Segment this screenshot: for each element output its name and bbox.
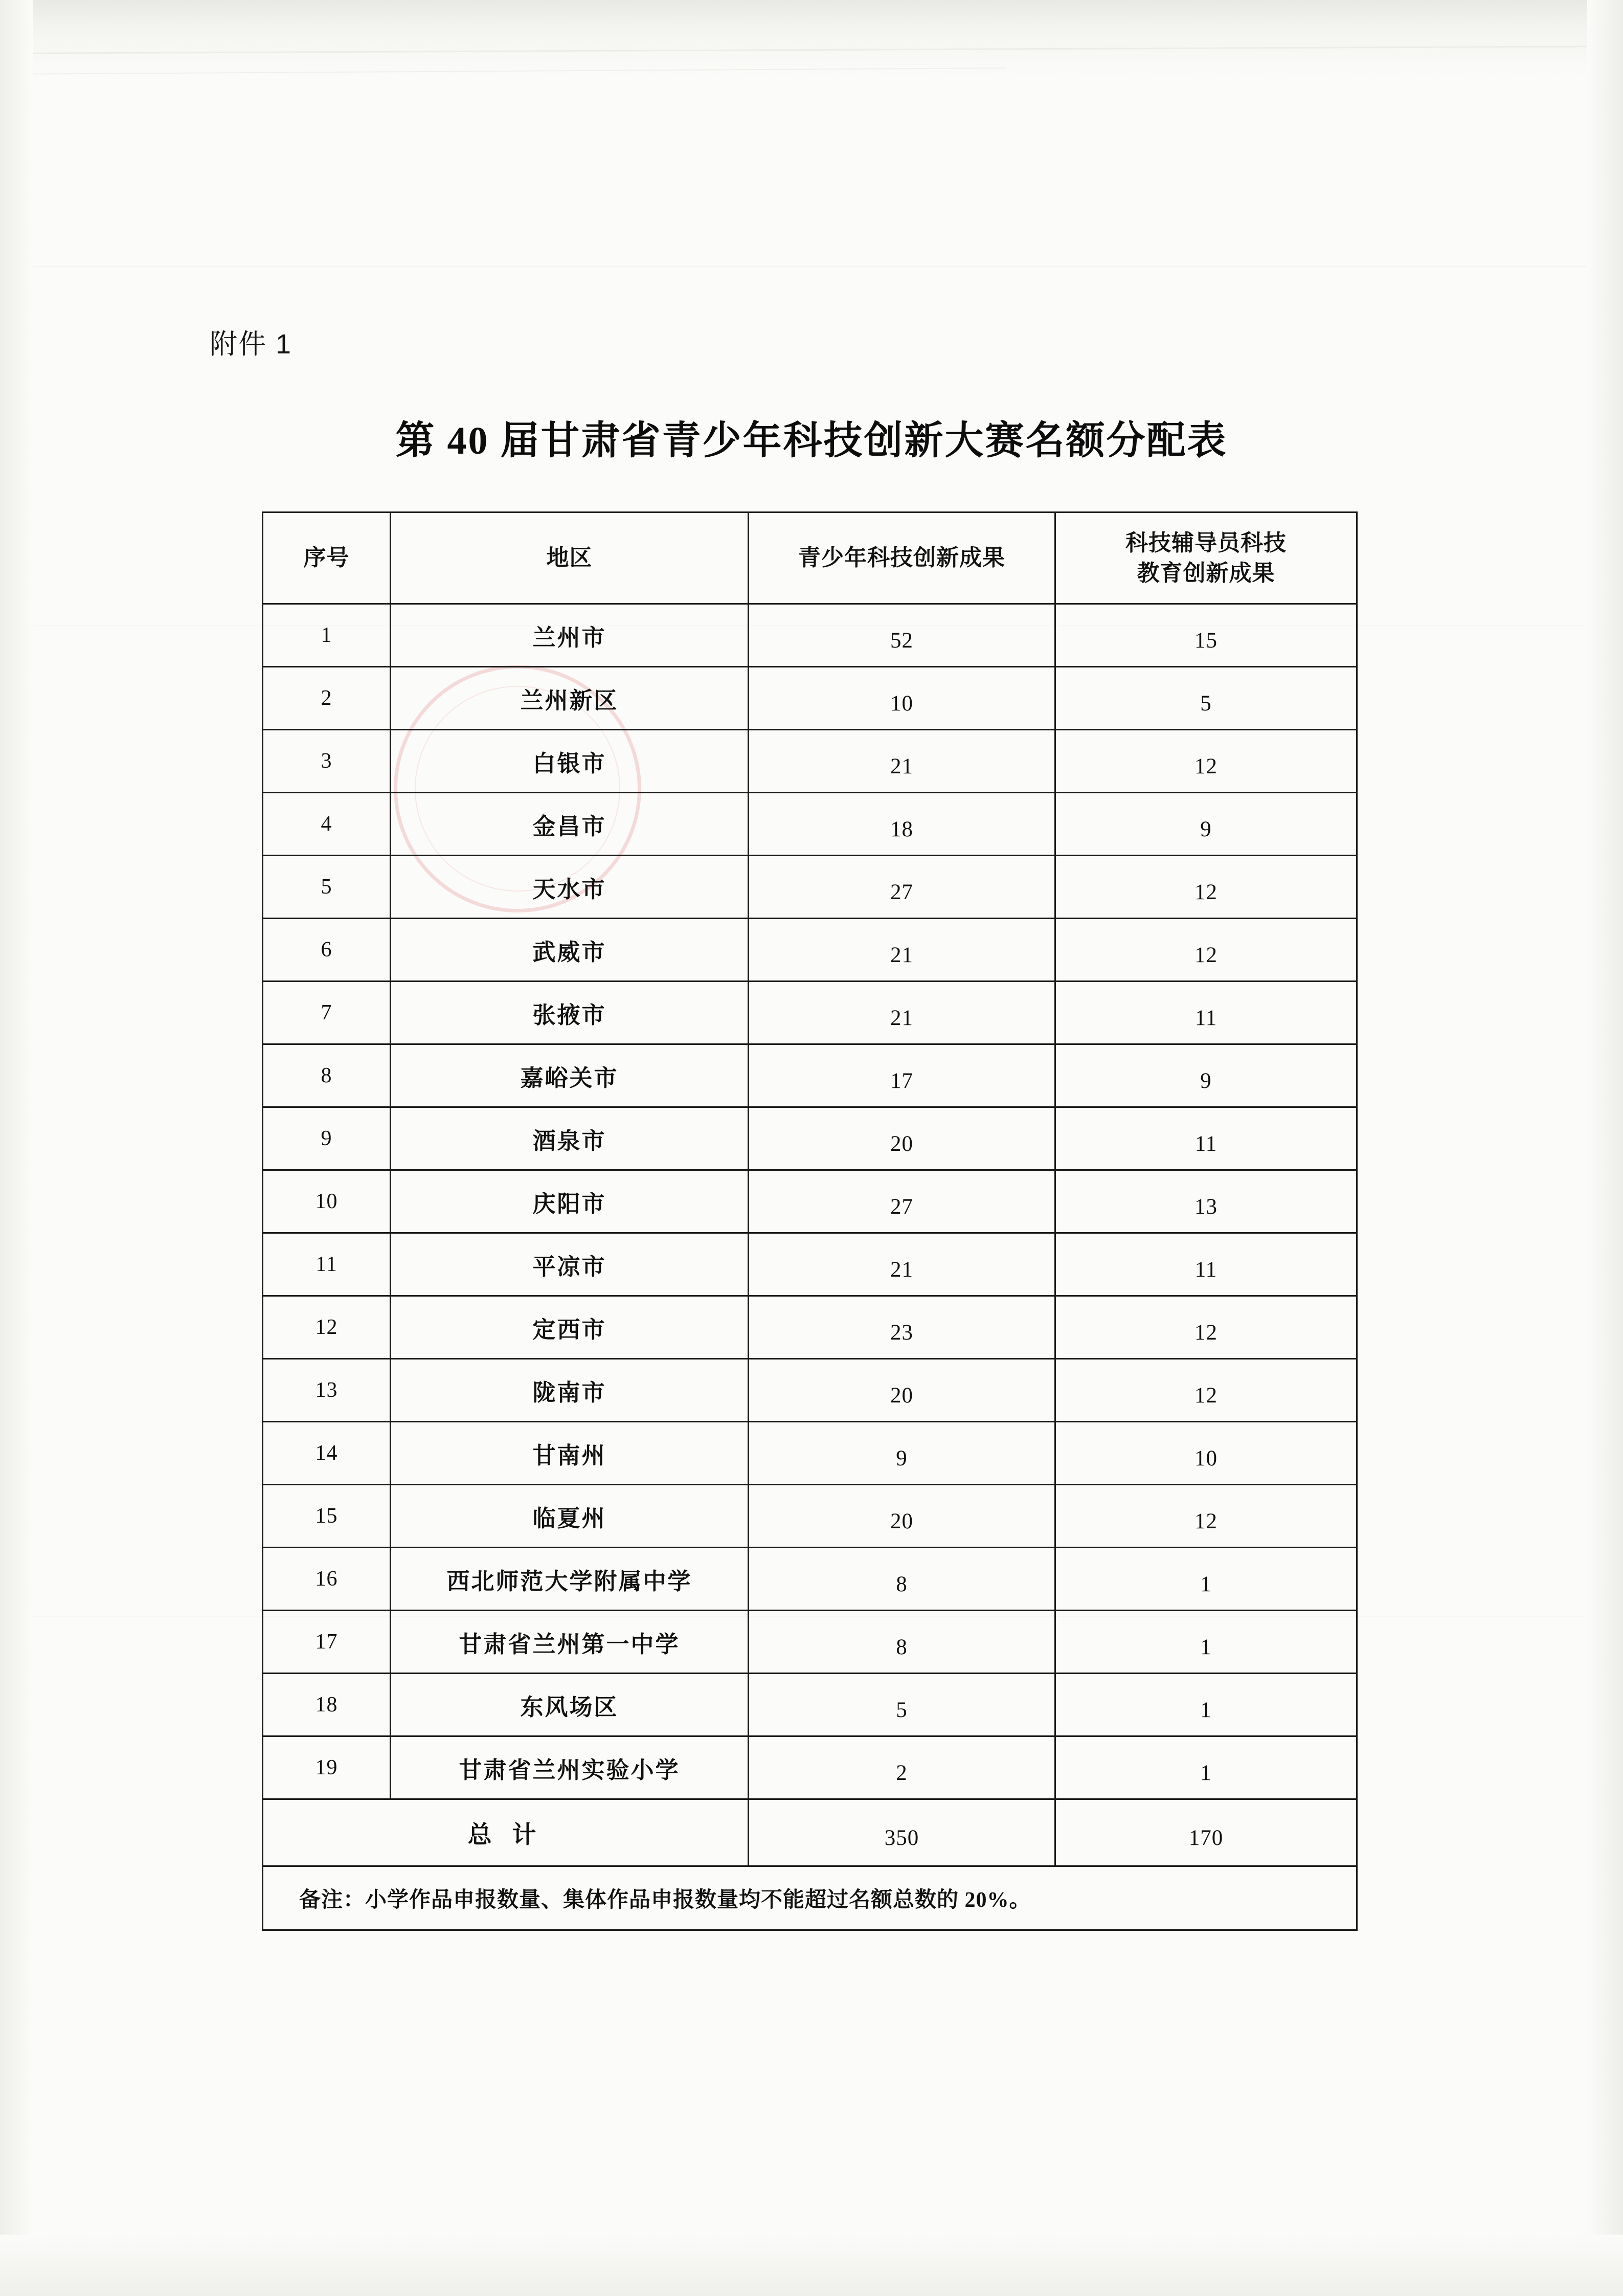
table-row — [263, 1736, 1357, 1799]
paper-crease — [0, 266, 1623, 267]
cell-seq: 4 — [263, 793, 391, 856]
cell-youth-quota: 21 — [749, 735, 1055, 798]
cell-region: 西北师范大学附属中学 — [391, 1548, 749, 1611]
cell-youth-quota: 20 — [749, 1490, 1055, 1553]
table-row — [263, 1233, 1357, 1296]
cell-seq: 3 — [263, 730, 391, 793]
cell-seq: 14 — [263, 1422, 391, 1485]
cell-seq: 15 — [263, 1485, 391, 1548]
cell-coach-quota: 9 — [1055, 798, 1357, 861]
cell-coach-quota: 1 — [1055, 1742, 1357, 1804]
cell-coach-quota: 12 — [1055, 861, 1357, 924]
table-row — [263, 919, 1357, 982]
table-row — [263, 793, 1357, 856]
cell-coach-quota: 9 — [1055, 1050, 1357, 1112]
cell-seq: 1 — [263, 604, 391, 667]
cell-coach-quota: 1 — [1055, 1679, 1357, 1742]
cell-coach-quota: 12 — [1055, 1301, 1357, 1364]
table-row — [263, 1548, 1357, 1611]
scan-edge-bottom — [0, 2235, 1623, 2296]
table-row — [263, 1359, 1357, 1422]
cell-coach-quota: 12 — [1055, 1490, 1357, 1553]
table-row — [263, 1170, 1357, 1233]
cell-coach-quota: 5 — [1055, 672, 1357, 735]
table-note-row — [263, 1866, 1357, 1930]
total-youth-quota: 350 — [749, 1804, 1055, 1871]
cell-youth-quota: 8 — [749, 1616, 1055, 1679]
table-row — [263, 1107, 1357, 1170]
cell-region: 武威市 — [391, 919, 749, 982]
table-row — [263, 982, 1357, 1044]
cell-seq: 19 — [263, 1736, 391, 1799]
scan-edge-top — [0, 0, 1623, 77]
cell-youth-quota: 5 — [749, 1679, 1055, 1742]
column-header-youth-results: 青少年科技创新成果 — [749, 512, 1055, 604]
cell-coach-quota: 11 — [1055, 1112, 1357, 1175]
cell-youth-quota: 18 — [749, 798, 1055, 861]
cell-region: 天水市 — [391, 856, 749, 919]
scan-edge-right — [1587, 0, 1623, 2296]
quota-allocation-table — [262, 511, 1358, 1931]
cell-seq: 9 — [263, 1107, 391, 1170]
cell-seq: 8 — [263, 1044, 391, 1107]
cell-coach-quota: 13 — [1055, 1175, 1357, 1238]
cell-seq: 5 — [263, 856, 391, 919]
cell-youth-quota: 20 — [749, 1364, 1055, 1427]
cell-youth-quota: 27 — [749, 861, 1055, 924]
cell-coach-quota: 11 — [1055, 1238, 1357, 1301]
cell-coach-quota: 1 — [1055, 1553, 1357, 1616]
cell-coach-quota: 10 — [1055, 1427, 1357, 1490]
cell-region: 陇南市 — [391, 1359, 749, 1422]
total-coach-quota: 170 — [1055, 1804, 1357, 1871]
column-header-coach-line1: 科技辅导员科技 — [1125, 530, 1287, 555]
table-row — [263, 1296, 1357, 1359]
cell-youth-quota: 2 — [749, 1742, 1055, 1804]
table-row — [263, 604, 1357, 667]
column-header-coach-results — [1055, 512, 1357, 604]
attachment-label: 附件 1 — [210, 329, 292, 360]
cell-region: 平凉市 — [391, 1233, 749, 1296]
cell-region: 定西市 — [391, 1296, 749, 1359]
cell-seq: 6 — [263, 919, 391, 982]
cell-seq: 18 — [263, 1674, 391, 1736]
scan-edge-left — [0, 0, 33, 2296]
cell-region: 金昌市 — [391, 793, 749, 856]
page-title: 第 40 届甘肃省青少年科技创新大赛名额分配表 — [395, 419, 1228, 462]
cell-region: 甘肃省兰州第一中学 — [391, 1611, 749, 1674]
cell-region: 嘉峪关市 — [391, 1044, 749, 1107]
cell-seq: 2 — [263, 667, 391, 730]
cell-region: 东风场区 — [391, 1674, 749, 1736]
cell-region: 白银市 — [391, 730, 749, 793]
cell-region: 甘肃省兰州实验小学 — [391, 1736, 749, 1799]
cell-coach-quota: 1 — [1055, 1616, 1357, 1679]
table-total-row — [263, 1799, 1357, 1866]
cell-region: 甘南州 — [391, 1422, 749, 1485]
cell-youth-quota: 21 — [749, 1238, 1055, 1301]
cell-seq: 11 — [263, 1233, 391, 1296]
table-note: 备注：小学作品申报数量、集体作品申报数量均不能超过名额总数的 20%。 — [263, 1866, 1357, 1930]
cell-youth-quota: 27 — [749, 1175, 1055, 1238]
cell-seq: 7 — [263, 982, 391, 1044]
table-header — [263, 512, 1357, 604]
cell-region: 庆阳市 — [391, 1170, 749, 1233]
cell-youth-quota: 20 — [749, 1112, 1055, 1175]
cell-youth-quota: 17 — [749, 1050, 1055, 1112]
total-label: 总 计 — [263, 1799, 749, 1866]
cell-region: 酒泉市 — [391, 1107, 749, 1170]
cell-youth-quota: 52 — [749, 609, 1055, 672]
table-header-row — [263, 512, 1357, 604]
quota-table-container — [262, 511, 1356, 1931]
cell-seq: 17 — [263, 1611, 391, 1674]
cell-youth-quota: 21 — [749, 987, 1055, 1050]
cell-seq: 13 — [263, 1359, 391, 1422]
cell-seq: 10 — [263, 1170, 391, 1233]
table-row — [263, 1044, 1357, 1107]
cell-youth-quota: 8 — [749, 1553, 1055, 1616]
cell-coach-quota: 12 — [1055, 735, 1357, 798]
table-row — [263, 856, 1357, 919]
table-row — [263, 1611, 1357, 1674]
cell-coach-quota: 15 — [1055, 609, 1357, 672]
cell-seq: 12 — [263, 1296, 391, 1359]
cell-region: 兰州新区 — [391, 667, 749, 730]
table-row — [263, 1485, 1357, 1548]
cell-coach-quota: 12 — [1055, 924, 1357, 987]
column-header-region: 地区 — [391, 512, 749, 604]
cell-youth-quota: 10 — [749, 672, 1055, 735]
table-row — [263, 667, 1357, 730]
cell-coach-quota: 12 — [1055, 1364, 1357, 1427]
cell-region: 临夏州 — [391, 1485, 749, 1548]
column-header-seq: 序号 — [263, 512, 391, 604]
table-body — [263, 604, 1357, 1930]
cell-youth-quota: 23 — [749, 1301, 1055, 1364]
table-row — [263, 730, 1357, 793]
cell-seq: 16 — [263, 1548, 391, 1611]
cell-youth-quota: 9 — [749, 1427, 1055, 1490]
column-header-coach-line2: 教育创新成果 — [1137, 561, 1275, 586]
table-row — [263, 1422, 1357, 1485]
cell-region: 兰州市 — [391, 604, 749, 667]
cell-region: 张掖市 — [391, 982, 749, 1044]
cell-coach-quota: 11 — [1055, 987, 1357, 1050]
cell-youth-quota: 21 — [749, 924, 1055, 987]
table-row — [263, 1674, 1357, 1736]
